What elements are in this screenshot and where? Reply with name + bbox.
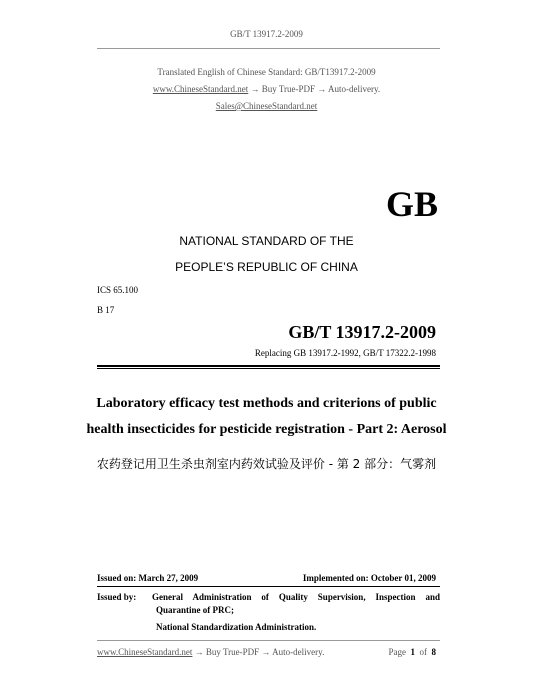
page-indicator — [389, 647, 437, 657]
issuer-line1: General Administration of Quality Supervision, Inspection and — [152, 592, 440, 602]
page-of: of — [419, 647, 427, 657]
national-standard-line2: PEOPLE’S REPUBLIC OF CHINA — [175, 260, 358, 274]
email-link[interactable]: Sales@ChineseStandard.net — [215, 101, 318, 111]
page-label: Page — [388, 647, 406, 657]
footer-buy-text: → Buy True-PDF → Auto-delivery. — [194, 647, 325, 657]
footer-site-link[interactable]: www.ChineseStandard.net — [97, 647, 193, 657]
buy-text: → Buy True-PDF → Auto-delivery. — [250, 84, 381, 94]
implemented-date: Implemented on: October 01, 2009 — [302, 573, 436, 583]
issuer-line3: National Standardization Administration. — [156, 622, 317, 632]
issuer-line2: Quarantine of PRC; — [156, 605, 234, 615]
site-link[interactable]: www.ChineseStandard.net — [152, 84, 249, 94]
footer-divider — [97, 640, 440, 641]
title-cn: 农药登记用卫生杀虫剂室内药效试验及评价 - 第 2 部分：气雾剂 — [96, 457, 437, 471]
issued-date: Issued on: March 27, 2009 — [97, 573, 199, 583]
ccs-code: B 17 — [97, 305, 115, 315]
ics-code: ICS 65.100 — [97, 285, 139, 295]
purchase-line — [0, 84, 533, 94]
dates-divider — [97, 586, 440, 587]
translation-notice: Translated English of Chinese Standard: GB/T13917.2-2009 — [157, 67, 376, 77]
gb-logo: GB — [386, 184, 439, 224]
title-en-line2: health insecticides for pesticide registration - Part 2: Aerosol — [86, 422, 447, 437]
header-divider — [97, 48, 440, 49]
national-standard-line1: NATIONAL STANDARD OF THE — [179, 234, 354, 248]
page-number: 1 — [410, 647, 415, 657]
footer-purchase-line — [97, 647, 324, 657]
title-divider-thick — [97, 365, 440, 367]
title-en-line1: Laboratory efficacy test methods and criterions of public — [96, 396, 437, 411]
issued-by-label: Issued by: — [97, 592, 137, 602]
page-total: 8 — [431, 647, 436, 657]
email-line — [0, 101, 533, 111]
replacing-note: Replacing GB 13917.2-1992, GB/T 17322.2-1998 — [254, 348, 436, 358]
running-header: GB/T 13917.2-2009 — [230, 29, 303, 39]
standard-number: GB/T 13917.2-2009 — [288, 322, 436, 342]
title-divider-thin — [97, 368, 440, 369]
